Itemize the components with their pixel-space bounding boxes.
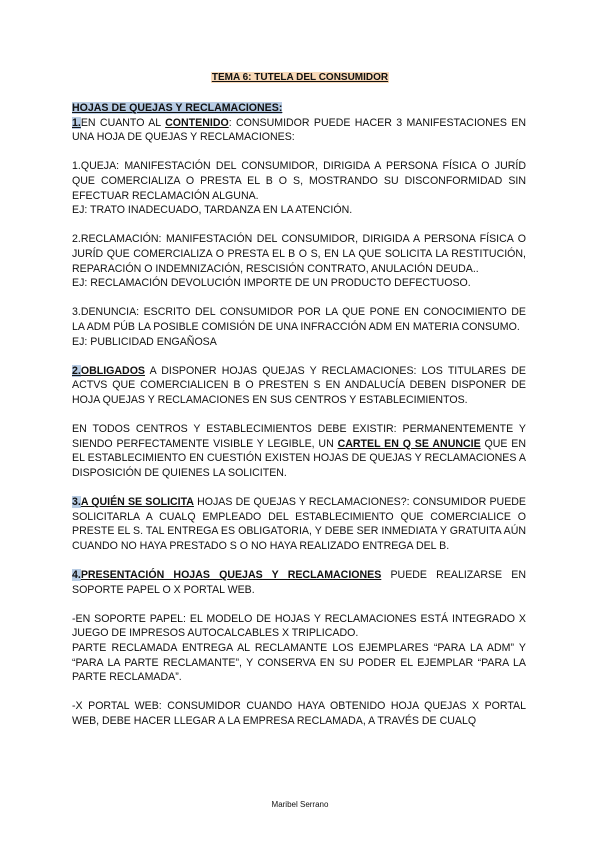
paragraph-denuncia: 3.DENUNCIA: ESCRITO DEL CONSUMIDOR POR LA QUE PONE EN CONOCIMIENTO DE LA ADM PÚB LA POSIBLE COMISIÓN DE UNA INFRACCIÓN ADM EN MATERIA CONSUMO. <box>72 306 526 333</box>
paragraph-contenido: 1.EN CUANTO AL CONTENIDO: CONSUMIDOR PUEDE HACER 3 MANIFESTACIONES EN UNA HOJA DE QUEJAS Y RECLAMACIONES: <box>72 116 526 144</box>
section-heading: HOJAS DE QUEJAS Y RECLAMACIONES: <box>72 102 283 114</box>
paragraph-quien-solicita: 3.A QUIÉN SE SOLICITA HOJAS DE QUEJAS Y RECLAMACIONES?: CONSUMIDOR PUEDE SOLICITARLA A CUALQ EMPLEADO DEL ESTABLECIMIENTO QUE COMERCIALICE O PRESTE EL S. TAL ENTREGA ES OBLIGATORIA, Y DEBE SER INMEDIATA Y GRATUITA AÚN CUANDO NO HAYA PRESTADO S O NO HAYA REALIZADO ENTREGA DEL B. <box>72 496 526 552</box>
example-denuncia: EJ: PUBLICIDAD ENGAÑOSA <box>72 335 217 348</box>
page-title: TEMA 6: TUTELA DEL CONSUMIDOR <box>211 72 389 83</box>
page-footer: Maribel Serrano <box>271 800 329 809</box>
paragraph-obligados: 2.OBLIGADOS A DISPONER HOJAS QUEJAS Y RECLAMACIONES: LOS TITULARES DE ACTVS QUE COMERCIALICEN B O PRESTEN S EN ANDALUCÍA DEBEN DISPONER DE HOJA QUEJAS Y RECLAMACIONES EN SUS CENTROS Y ESTABLECIMIENTOS. <box>72 364 526 406</box>
document-body <box>72 101 526 729</box>
paragraph-queja: 1.QUEJA: MANIFESTACIÓN DEL CONSUMIDOR, DIRIGIDA A PERSONA FÍSICA O JURÍD QUE COMERCIALIZA O PRESTA EL B O S, MOSTRANDO SU DISCONFORMIDAD SIN EFECTUAR RECLAMACIÓN ALGUNA. <box>72 160 526 202</box>
paragraph-parte-reclamada: PARTE RECLAMADA ENTREGA AL RECLAMANTE LOS EJEMPLARES “PARA LA ADM” Y “PARA LA PARTE RECLAMANTE”, Y CONSERVA EN SU PODER EL EJEMPLAR “PARA LA PARTE RECLAMADA”. <box>72 641 526 684</box>
paragraph-reclamacion: 2.RECLAMACIÓN: MANIFESTACIÓN DEL CONSUMIDOR, DIRIGIDA A PERSONA FÍSICA O JURÍD QUE COMERCIALIZA O PRESTA EL B O S, EN LA QUE SOLICITA LA RESTITUCIÓN, REPARACIÓN O INDEMNIZACIÓN, RESCISIÓN CONTRATO, ANULACIÓN DEUDA.. <box>72 233 526 275</box>
example-queja: EJ: TRATO INADECUADO, TARDANZA EN LA ATENCIÓN. <box>72 204 353 217</box>
paragraph-soporte-papel: -EN SOPORTE PAPEL: EL MODELO DE HOJAS Y RECLAMACIONES ESTÁ INTEGRADO X JUEGO DE IMPRESOS AUTOCALCABLES X TRIPLICADO. <box>72 612 526 640</box>
example-reclamacion: EJ: RECLAMACIÓN DEVOLUCIÓN IMPORTE DE UN PRODUCTO DEFECTUOSO. <box>72 277 471 290</box>
paragraph-portal-web: -X PORTAL WEB: CONSUMIDOR CUANDO HAYA OBTENIDO HOJA QUEJAS X PORTAL WEB, DEBE HACER LLEGAR A LA EMPRESA RECLAMADA, A TRAVÉS DE CUALQ <box>72 700 526 727</box>
paragraph-presentacion: 4.PRESENTACIÓN HOJAS QUEJAS Y RECLAMACIONES PUEDE REALIZARSE EN SOPORTE PAPEL O X PORTAL WEB. <box>72 569 527 596</box>
paragraph-cartel: EN TODOS CENTROS Y ESTABLECIMIENTOS DEBE EXISTIR: PERMANENTEMENTE Y SIENDO PERFECTAMENTE VISIBLE Y LEGIBLE, UN CARTEL EN Q SE ANUNCIE QUE EN EL ESTABLECIMIENTO EN CUESTIÓN EXISTEN HOJAS DE QUEJAS Y RECLAMACIONES A DISPOSICIÓN DE QUIENES LA SOLICITEN. <box>72 423 527 479</box>
